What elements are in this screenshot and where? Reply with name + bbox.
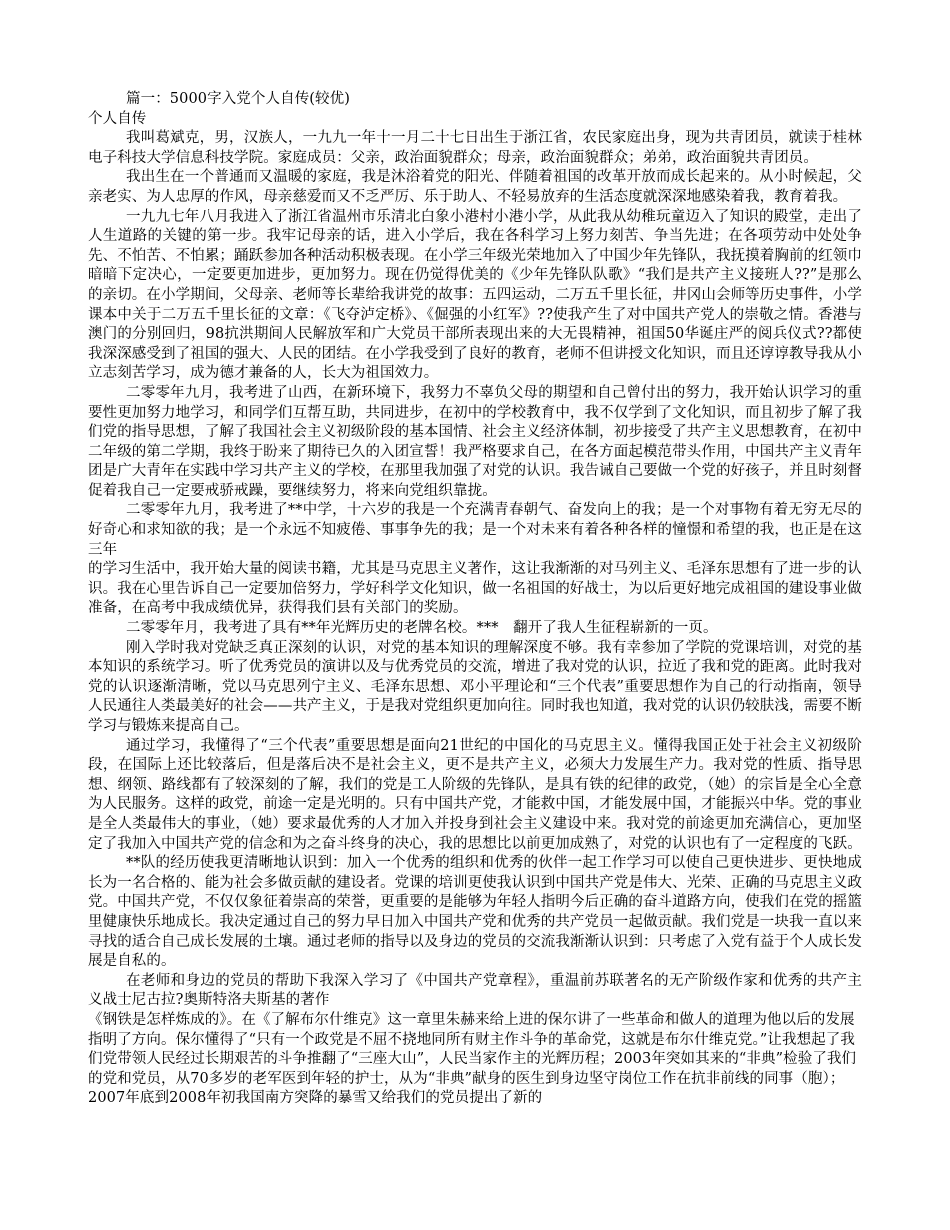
- body-paragraph: 通过学习，我懂得了“三个代表”重要思想是面向21世纪的中国化的马克思主义。懂得我国正处于社会主义初级阶段，在国际上还比较落后，但是落后决不是社会主义，更不是共产主义，必须大力发展生产力。我对党的性质、指导思想、纲领、路线都有了较深刻的了解，我们的党是工人阶级的先锋队，是具有铁的纪律的政党，（她）的宗旨是全心全意为人民服务。这样的政党，前途一定是光明的。只有中国共产党，才能救中国，才能发展中国，才能振兴中华。党的事业是全人类最伟大的事业，（她）要求最优秀的人才加入并投身到社会主义建设中来。我对党的前途更加充满信心，更加坚定了我加入中国共产党的信念和为之奋斗终身的决心，我的思想比以前更加成熟了，对党的认识也有了一定程度的飞跃。: [88, 737, 862, 852]
- body-paragraph: 二零零年九月，我考进了**中学，十六岁的我是一个充满青春朝气、奋发向上的我；是一个对事物有着无穷无尽的好奇心和求知欲的我；是一个永远不知疲倦、事事争先的我；是一个对未来有着各种各样的憧憬和希望的我，也正是在这三年: [88, 502, 862, 558]
- body-paragraph: 二零零年九月，我考进了山西，在新环境下，我努力不辜负父母的期望和自己曾付出的努力，我开始认识学习的重要性更加努力地学习，和同学们互帮互助，共同进步，在初中的学校教育中，我不仅学到了文化知识，而且初步了解了我们党的指导思想，了解了我国社会主义初级阶段的基本国情、社会主义经济体制，初步接受了共产主义思想教育，在初中二年级的第二学期，我终于盼来了期待已久的入团宣誓！我严格要求自己，在各方面起模范带头作用，中国共产主义青年团是广大青年在实践中学习共产主义的学校，在那里我加强了对党的认识。我告诫自己要做一个党的好孩子，并且时刻督促着我自己一定要戒骄戒躁，要继续努力，将来向党组织靠拢。: [88, 384, 862, 499]
- document-page: [88, 90, 862, 1109]
- document-body: [88, 129, 862, 1109]
- body-continuation-line: 的学习生活中，我开始大量的阅读书籍，尤其是马克思主义著作，这让我渐渐的对马列主义、毛泽东思想有了进一步的认识。我在心里告诉自己一定要加倍努力，学好科学文化知识，做一名祖国的好战士，为以后更好地完成祖国的建设事业做准备，在高考中我成绩优异，获得我们县有关部门的奖励。: [88, 561, 862, 617]
- body-paragraph: 在老师和身边的党员的帮助下我深入学习了《中国共产党章程》，重温前苏联著名的无产阶级作家和优秀的共产主义战士尼古拉?奥斯特洛夫斯基的著作: [88, 972, 862, 1009]
- body-paragraph: 一九九七年八月我进入了浙江省温州市乐清北白象小港村小港小学，从此我从幼稚玩童迈入了知识的殿堂，走出了人生道路的关键的第一步。我牢记母亲的话，进入小学后，我在各科学习上努力刻苦、争当先进；在各项劳动中处处争先、不怕苦、不怕累；踊跃参加各种活动积极表现。在小学三年级光荣地加入了中国少年先锋队，我抚摸着胸前的红领巾暗暗下定决心，一定要更加进步，更加努力。现在仍觉得优美的《少年先锋队队歌》“我们是共产主义接班人??”是那么的亲切。在小学期间，父母亲、老师等长辈给我讲党的故事：五四运动，二万五千里长征，井冈山会师等历史事件，小学课本中关于二万五千里长征的文章：《飞夺泸定桥》、《倔强的小红军》??使我产生了对中国共产党人的崇敬之情。香港与澳门的分别回归，98抗洪期间人民解放军和广大党员干部所表现出来的大无畏精神，祖国50华诞庄严的阅兵仪式??都使我深深感受到了祖国的强大、人民的团结。在小学我受到了良好的教育，老师不但讲授文化知识，而且还谆谆教导我从小立志刻苦学习，成为德才兼备的人，长大为祖国效力。: [88, 208, 862, 382]
- document-title: 篇一：5000字入党个人自传(较优): [126, 91, 351, 107]
- document-subtitle: 个人自传: [88, 110, 147, 127]
- body-paragraph: 刚入学时我对党缺乏真正深刻的认识，对党的基本知识的理解深度不够。我有幸参加了学院的党课培训，对党的基本知识的系统学习。听了优秀党员的演讲以及与优秀党员的交流，增进了我对党的认识，拉近了我和党的距离。此时我对党的认识逐渐清晰，党以马克思列宁主义、毛泽东思想、邓小平理论和“三个代表”重要思想作为自己的行动指南，领导人民通往人类最美好的社会——共产主义，于是我对党组织更加向往。同时我也知道，我对党的认识仍较肤浅，需要不断学习与锻炼来提高自己。: [88, 639, 862, 734]
- body-paragraph: **队的经历使我更清晰地认识到：加入一个优秀的组织和优秀的伙伴一起工作学习可以使自己更快进步、更快地成长为一名合格的、能为社会多做贡献的建设者。党课的培训更使我认识到中国共产党是伟大、光荣、正确的马克思主义政党。中国共产党，不仅仅象征着崇高的荣誉，更重要的是能够为年轻人指明今后正确的奋斗道路方向，使我们在党的摇篮里健康快乐地成长。我决定通过自己的努力早日加入中国共产党和优秀的共产党员一起做贡献。我们党是一块我一直以来寻找的适合自己成长发展的土壤。通过老师的指导以及身边的党员的交流我渐渐认识到：只考虑了入党有益于个人成长发展是自私的。: [88, 855, 862, 970]
- body-continuation-line: 《钢铁是怎样炼成的》。在《了解布尔什维克》这一章里朱赫来给上进的保尔讲了一些革命和做人的道理为他以后的发展指明了方向。保尔懂得了“只有一个政党是不屈不挠地同所有财主作斗争的革命党，这就是布尔什维克党。”让我想起了我们党带领人民经过长期艰苦的斗争推翻了“三座大山”，人民当家作主的光辉历程；2003年突如其来的“非典”检验了我们的党和党员，从70多岁的老军医到年轻的护士，从为“非典”献身的医生到身边坚守岗位工作在抗非前线的同事（胞）；2007年底到2008年初我国南方突降的暴雪又给我们的党员提出了新的: [88, 1011, 857, 1107]
- body-paragraph: 我出生在一个普通而又温暖的家庭，我是沐浴着党的阳光、伴随着祖国的改革开放而成长起来的。从小时候起，父亲老实、为人忠厚的作风，母亲慈爱而又不乏严厉、乐于助人、不轻易放弃的生活态度就深深地感染着我，教育着我。: [88, 169, 862, 205]
- body-paragraph: 二零零年月，我考进了具有**年光辉历史的老牌名校。*** 翻开了我人生征程崭新的一页。: [126, 620, 718, 637]
- body-paragraph: 我叫葛斌克，男，汉族人，一九九一年十一月二十七日出生于浙江省，农民家庭出身，现为共青团员，就读于桂林电子科技大学信息科技学院。家庭成员：父亲，政治面貌群众；母亲，政治面貌群众；弟弟，政治面貌共青团员。: [88, 130, 862, 166]
